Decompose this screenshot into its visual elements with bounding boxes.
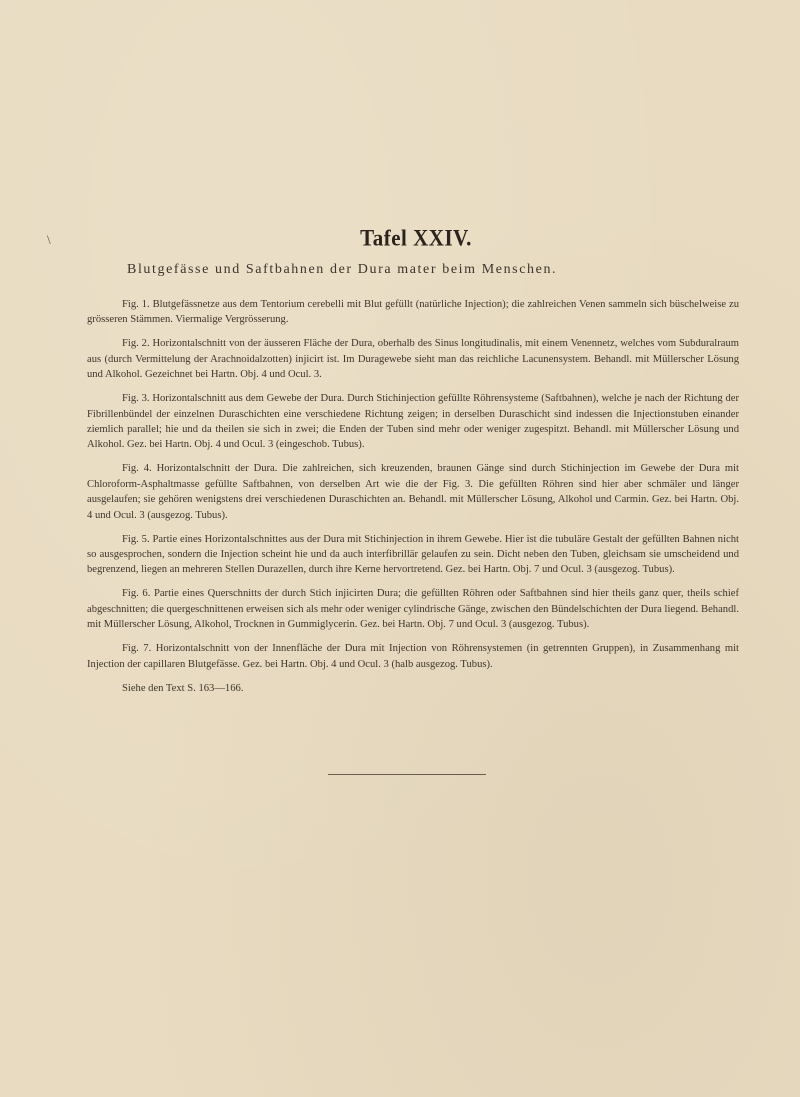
text-reference: Siehe den Text S. 163—166. — [122, 682, 244, 694]
caption-fig-6: Fig. 6. Partie eines Querschnitts der durch Stich injicirten Dura; die gefüllten Röhren oder Saftbahnen sind hier theils ganz quer, theils schief abgeschnitten; die quergeschnittenen erweisen sich als mehr oder weniger cylindrische Gänge, zwischen den Bündelschichten der Dura liegend. Behandl. mit Müllerscher Lösung, Alkohol, Trocknen in Gummiglycerin. Gez. bei Hartn. Obj. 7 und Ocul. 3 (ausgezog. Tubus). — [87, 588, 739, 631]
figure-captions — [87, 297, 739, 705]
caption-fig-3: Fig. 3. Horizontalschnitt aus dem Gewebe der Dura. Durch Stichinjection gefüllte Röhrensysteme (Saftbahnen), welche je nach der Richtung der Fibrillenbündel der einzelnen Duraschichten eine verschiedene Richtung zeigen; in derselben Duraschicht sind indessen die Injectionstuben einander ziemlich parallel; hie und da theilen sie sich in zwei; die Enden der Tuben sind mehr oder weniger zugespitzt. Behandl. mit Müllerscher Lösung und Alkohol. Gez. bei Hartn. Obj. 4 und Ocul. 3 (eingeschob. Tubus). — [87, 393, 739, 451]
caption-fig-5: Fig. 5. Partie eines Horizontalschnittes aus der Dura mit Stichinjection in ihrem Gewebe. Hier ist die tubuläre Gestalt der gefüllten Bahnen nicht so ausgesprochen, sondern die Injection scheint hie und da auch interfibrillär gelaufen zu sein. Dicht neben den Tuben, gleichsam sie umscheidend und begrenzend, liegen an mehreren Stellen Durazellen, durch ihre Kerne hervortretend. Gez. bei Hartn. Obj. 7 und Ocul. 3 (ausgezog. Tubus). — [87, 533, 739, 576]
plate-title: Tafel XXIV. — [360, 224, 472, 252]
caption-fig-1: Fig. 1. Blutgefässnetze aus dem Tentorium cerebelli mit Blut gefüllt (natürliche Injection); die zahlreichen Venen sammeln sich büschelweise zu grösseren Stämmen. Viermalige Vergrösserung. — [87, 299, 739, 326]
caption-fig-4: Fig. 4. Horizontalschnitt der Dura. Die zahlreichen, sich kreuzenden, braunen Gänge sind durch Stichinjection im Gewebe der Dura mit Chloroform-Asphaltmasse gefüllte Saftbahnen, von derselben Art wie die der Fig. 3. Die gefüllten Röhren sind hier aber schmäler und länger ausgelaufen; sie gehören wenigstens drei verschiedenen Duraschichten an. Behandl. mit Müllerscher Lösung, Alkohol und Carmin. Gez. bei Hartn. Obj. 4 und Ocul. 3 (ausgezog. Tubus). — [87, 463, 739, 521]
caption-fig-2: Fig. 2. Horizontalschnitt von der äusseren Fläche der Dura, oberhalb des Sinus longitudinalis, mit einem Venennetz, welches vom Subduralraum aus (durch Vermittelung der Arachnoidalzotten) injicirt ist. Im Duragewebe sieht man das reichliche Lacunensystem. Behandl. mit Müllerscher Lösung und Alkohol. Gezeichnet bei Hartn. Obj. 4 und Ocul. 3. — [87, 338, 739, 381]
margin-mark: \ — [47, 232, 51, 247]
closing-rule — [328, 774, 486, 775]
caption-fig-7: Fig. 7. Horizontalschnitt von der Innenfläche der Dura mit Injection von Röhrensystemen (in getrennten Gruppen), in Zusammenhang mit Injection der capillaren Blutgefässe. Gez. bei Hartn. Obj. 4 und Ocul. 3 (halb ausgezog. Tubus). — [87, 643, 739, 670]
plate-subtitle: Blutgefässe und Saftbahnen der Dura mater beim Menschen. — [127, 262, 558, 277]
